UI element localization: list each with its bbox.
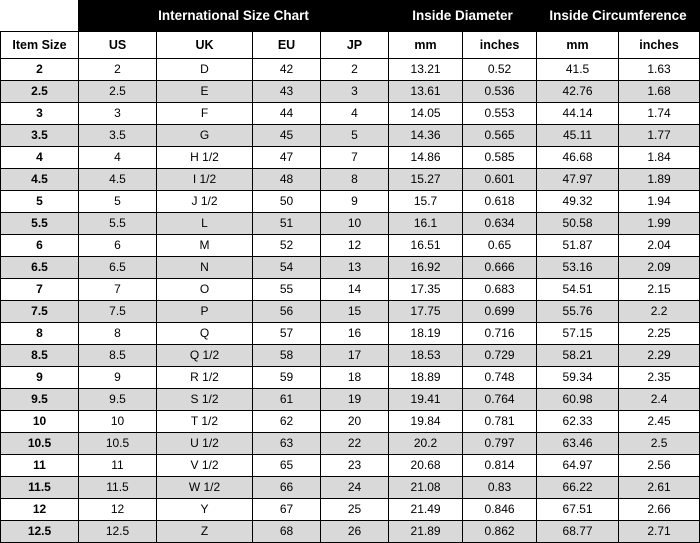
cell-item-size: 9 xyxy=(1,367,79,389)
cell-item-size: 2 xyxy=(1,59,79,81)
table-cell: 0.846 xyxy=(463,499,537,521)
table-cell: 6.5 xyxy=(79,257,157,279)
table-cell: H 1/2 xyxy=(157,147,253,169)
table-cell: 19.41 xyxy=(389,389,463,411)
table-cell: 19 xyxy=(321,389,389,411)
group-header-row xyxy=(1,1,700,32)
table-cell: 0.781 xyxy=(463,411,537,433)
table-cell: 41.5 xyxy=(537,59,619,81)
table-cell: 65 xyxy=(253,455,321,477)
table-cell: 16.1 xyxy=(389,213,463,235)
table-head xyxy=(1,1,700,59)
table-cell: 18.89 xyxy=(389,367,463,389)
table-row xyxy=(1,169,700,191)
table-cell: 2.56 xyxy=(619,455,700,477)
cell-item-size: 8 xyxy=(1,323,79,345)
table-cell: 19.84 xyxy=(389,411,463,433)
table-row xyxy=(1,257,700,279)
table-cell: 0.83 xyxy=(463,477,537,499)
cell-item-size: 7 xyxy=(1,279,79,301)
table-cell: 16 xyxy=(321,323,389,345)
table-cell: 21.08 xyxy=(389,477,463,499)
table-cell: 0.666 xyxy=(463,257,537,279)
column-header-us: US xyxy=(79,32,157,59)
table-cell: 64.97 xyxy=(537,455,619,477)
table-cell: 23 xyxy=(321,455,389,477)
table-cell: 0.585 xyxy=(463,147,537,169)
table-row xyxy=(1,59,700,81)
table-row xyxy=(1,477,700,499)
table-cell: 2 xyxy=(79,59,157,81)
table-cell: 9.5 xyxy=(79,389,157,411)
table-cell: 59 xyxy=(253,367,321,389)
table-cell: 0.65 xyxy=(463,235,537,257)
group-header-blank xyxy=(1,1,79,32)
table-cell: 0.797 xyxy=(463,433,537,455)
table-cell: 17.75 xyxy=(389,301,463,323)
table-cell: F xyxy=(157,103,253,125)
group-header-inside-diameter: Inside Diameter xyxy=(389,1,537,32)
table-cell: 2.04 xyxy=(619,235,700,257)
table-cell: 46.68 xyxy=(537,147,619,169)
cell-item-size: 8.5 xyxy=(1,345,79,367)
table-row xyxy=(1,367,700,389)
table-cell: 54.51 xyxy=(537,279,619,301)
table-cell: 4.5 xyxy=(79,169,157,191)
table-cell: 2.35 xyxy=(619,367,700,389)
cell-item-size: 11.5 xyxy=(1,477,79,499)
table-cell: Z xyxy=(157,521,253,543)
table-row xyxy=(1,455,700,477)
table-cell: Q 1/2 xyxy=(157,345,253,367)
table-cell: 0.862 xyxy=(463,521,537,543)
table-cell: S 1/2 xyxy=(157,389,253,411)
cell-item-size: 12.5 xyxy=(1,521,79,543)
table-cell: Q xyxy=(157,323,253,345)
table-cell: 13 xyxy=(321,257,389,279)
column-header-jp: JP xyxy=(321,32,389,59)
table-cell: 21.89 xyxy=(389,521,463,543)
table-row xyxy=(1,345,700,367)
table-cell: 21.49 xyxy=(389,499,463,521)
table-row xyxy=(1,521,700,543)
table-cell: 67 xyxy=(253,499,321,521)
cell-item-size: 5 xyxy=(1,191,79,213)
table-cell: 68 xyxy=(253,521,321,543)
table-cell: 14.05 xyxy=(389,103,463,125)
table-cell: 15 xyxy=(321,301,389,323)
column-header-diameter-mm: mm xyxy=(389,32,463,59)
table-cell: 10.5 xyxy=(79,433,157,455)
table-cell: 10 xyxy=(79,411,157,433)
table-cell: 68.77 xyxy=(537,521,619,543)
table-cell: 0.565 xyxy=(463,125,537,147)
table-row xyxy=(1,235,700,257)
cell-item-size: 10.5 xyxy=(1,433,79,455)
table-row xyxy=(1,147,700,169)
table-cell: 25 xyxy=(321,499,389,521)
table-cell: 57.15 xyxy=(537,323,619,345)
table-cell: 1.74 xyxy=(619,103,700,125)
table-cell: 16.92 xyxy=(389,257,463,279)
table-cell: 45 xyxy=(253,125,321,147)
table-cell: 4 xyxy=(321,103,389,125)
table-cell: 12.5 xyxy=(79,521,157,543)
table-cell: 53.16 xyxy=(537,257,619,279)
column-header-diameter-inches: inches xyxy=(463,32,537,59)
table-cell: 17 xyxy=(321,345,389,367)
table-cell: 0.634 xyxy=(463,213,537,235)
table-cell: 16.51 xyxy=(389,235,463,257)
table-cell: 63.46 xyxy=(537,433,619,455)
table-cell: E xyxy=(157,81,253,103)
group-header-inside-circumference: Inside Circumference xyxy=(537,1,700,32)
table-cell: 0.699 xyxy=(463,301,537,323)
table-row xyxy=(1,213,700,235)
table-cell: 57 xyxy=(253,323,321,345)
table-cell: 44 xyxy=(253,103,321,125)
table-cell: D xyxy=(157,59,253,81)
table-cell: 55 xyxy=(253,279,321,301)
table-cell: 15.7 xyxy=(389,191,463,213)
table-cell: 20.68 xyxy=(389,455,463,477)
table-cell: 14.86 xyxy=(389,147,463,169)
table-cell: 49.32 xyxy=(537,191,619,213)
table-cell: N xyxy=(157,257,253,279)
table-cell: T 1/2 xyxy=(157,411,253,433)
table-cell: 18 xyxy=(321,367,389,389)
table-cell: I 1/2 xyxy=(157,169,253,191)
table-cell: 1.89 xyxy=(619,169,700,191)
table-cell: 20.2 xyxy=(389,433,463,455)
table-cell: 0.553 xyxy=(463,103,537,125)
cell-item-size: 10 xyxy=(1,411,79,433)
table-cell: 48 xyxy=(253,169,321,191)
table-cell: 7 xyxy=(321,147,389,169)
table-cell: 66 xyxy=(253,477,321,499)
table-row xyxy=(1,411,700,433)
table-cell: 6 xyxy=(79,235,157,257)
cell-item-size: 4.5 xyxy=(1,169,79,191)
table-cell: 5.5 xyxy=(79,213,157,235)
table-cell: 2.25 xyxy=(619,323,700,345)
table-cell: 62 xyxy=(253,411,321,433)
table-cell: 2.5 xyxy=(79,81,157,103)
table-cell: 22 xyxy=(321,433,389,455)
table-cell: 58 xyxy=(253,345,321,367)
table-cell: 11 xyxy=(79,455,157,477)
table-cell: 44.14 xyxy=(537,103,619,125)
table-cell: 2.45 xyxy=(619,411,700,433)
table-row xyxy=(1,499,700,521)
table-cell: 8 xyxy=(79,323,157,345)
table-cell: 17.35 xyxy=(389,279,463,301)
column-header-circumference-inches: inches xyxy=(619,32,700,59)
table-cell: P xyxy=(157,301,253,323)
table-cell: 54 xyxy=(253,257,321,279)
table-row xyxy=(1,81,700,103)
table-cell: 47 xyxy=(253,147,321,169)
table-cell: 45.11 xyxy=(537,125,619,147)
table-cell: 7 xyxy=(79,279,157,301)
table-cell: 7.5 xyxy=(79,301,157,323)
table-cell: 2.09 xyxy=(619,257,700,279)
table-row xyxy=(1,279,700,301)
table-row xyxy=(1,433,700,455)
cell-item-size: 3 xyxy=(1,103,79,125)
cell-item-size: 12 xyxy=(1,499,79,521)
table-cell: 2.66 xyxy=(619,499,700,521)
table-cell: 0.601 xyxy=(463,169,537,191)
table-cell: 2.61 xyxy=(619,477,700,499)
table-cell: 47.97 xyxy=(537,169,619,191)
column-header-eu: EU xyxy=(253,32,321,59)
table-cell: 12 xyxy=(321,235,389,257)
table-cell: 18.19 xyxy=(389,323,463,345)
table-cell: 4 xyxy=(79,147,157,169)
cell-item-size: 7.5 xyxy=(1,301,79,323)
table-row xyxy=(1,389,700,411)
group-header-international: International Size Chart xyxy=(79,1,389,32)
column-header-row xyxy=(1,32,700,59)
table-cell: 9 xyxy=(79,367,157,389)
table-cell: 2.29 xyxy=(619,345,700,367)
table-cell: 8 xyxy=(321,169,389,191)
table-cell: R 1/2 xyxy=(157,367,253,389)
table-cell: 14 xyxy=(321,279,389,301)
table-cell: 0.748 xyxy=(463,367,537,389)
table-cell: U 1/2 xyxy=(157,433,253,455)
table-cell: 2.4 xyxy=(619,389,700,411)
cell-item-size: 2.5 xyxy=(1,81,79,103)
column-header-circumference-mm: mm xyxy=(537,32,619,59)
table-cell: 0.683 xyxy=(463,279,537,301)
table-cell: 1.94 xyxy=(619,191,700,213)
table-row xyxy=(1,125,700,147)
table-cell: 51.87 xyxy=(537,235,619,257)
table-cell: 42.76 xyxy=(537,81,619,103)
table-cell: 24 xyxy=(321,477,389,499)
column-header-item-size: Item Size xyxy=(1,32,79,59)
column-header-uk: UK xyxy=(157,32,253,59)
table-cell: 42 xyxy=(253,59,321,81)
table-cell: O xyxy=(157,279,253,301)
table-cell: 26 xyxy=(321,521,389,543)
cell-item-size: 6.5 xyxy=(1,257,79,279)
table-cell: 0.814 xyxy=(463,455,537,477)
table-cell: 13.21 xyxy=(389,59,463,81)
table-cell: 3.5 xyxy=(79,125,157,147)
table-cell: 58.21 xyxy=(537,345,619,367)
table-cell: 8.5 xyxy=(79,345,157,367)
table-cell: 50.58 xyxy=(537,213,619,235)
table-cell: V 1/2 xyxy=(157,455,253,477)
table-cell: 5 xyxy=(321,125,389,147)
table-cell: 9 xyxy=(321,191,389,213)
table-cell: 2.15 xyxy=(619,279,700,301)
table-cell: 13.61 xyxy=(389,81,463,103)
table-row xyxy=(1,323,700,345)
table-cell: 51 xyxy=(253,213,321,235)
table-cell: 62.33 xyxy=(537,411,619,433)
cell-item-size: 3.5 xyxy=(1,125,79,147)
table-cell: 55.76 xyxy=(537,301,619,323)
table-cell: 3 xyxy=(321,81,389,103)
table-cell: 1.77 xyxy=(619,125,700,147)
table-cell: 61 xyxy=(253,389,321,411)
table-cell: 14.36 xyxy=(389,125,463,147)
table-cell: 1.63 xyxy=(619,59,700,81)
table-cell: 43 xyxy=(253,81,321,103)
table-cell: 52 xyxy=(253,235,321,257)
table-cell: 0.729 xyxy=(463,345,537,367)
table-cell: 50 xyxy=(253,191,321,213)
table-cell: 20 xyxy=(321,411,389,433)
table-cell: 5 xyxy=(79,191,157,213)
table-cell: 10 xyxy=(321,213,389,235)
table-cell: 2.5 xyxy=(619,433,700,455)
cell-item-size: 5.5 xyxy=(1,213,79,235)
table-body xyxy=(1,59,700,543)
table-cell: 0.716 xyxy=(463,323,537,345)
table-cell: L xyxy=(157,213,253,235)
cell-item-size: 11 xyxy=(1,455,79,477)
table-cell: J 1/2 xyxy=(157,191,253,213)
table-row xyxy=(1,103,700,125)
table-cell: G xyxy=(157,125,253,147)
table-cell: W 1/2 xyxy=(157,477,253,499)
table-cell: 56 xyxy=(253,301,321,323)
table-row xyxy=(1,301,700,323)
table-cell: 63 xyxy=(253,433,321,455)
table-cell: 0.618 xyxy=(463,191,537,213)
table-cell: 60.98 xyxy=(537,389,619,411)
table-cell: 59.34 xyxy=(537,367,619,389)
cell-item-size: 6 xyxy=(1,235,79,257)
table-cell: M xyxy=(157,235,253,257)
table-cell: 2 xyxy=(321,59,389,81)
table-cell: 0.52 xyxy=(463,59,537,81)
table-cell: 2.71 xyxy=(619,521,700,543)
table-row xyxy=(1,191,700,213)
table-cell: 15.27 xyxy=(389,169,463,191)
table-cell: 18.53 xyxy=(389,345,463,367)
cell-item-size: 9.5 xyxy=(1,389,79,411)
table-cell: 1.99 xyxy=(619,213,700,235)
table-cell: Y xyxy=(157,499,253,521)
table-cell: 0.764 xyxy=(463,389,537,411)
table-cell: 1.84 xyxy=(619,147,700,169)
table-cell: 3 xyxy=(79,103,157,125)
table-cell: 67.51 xyxy=(537,499,619,521)
table-cell: 66.22 xyxy=(537,477,619,499)
cell-item-size: 4 xyxy=(1,147,79,169)
table-cell: 11.5 xyxy=(79,477,157,499)
table-cell: 0.536 xyxy=(463,81,537,103)
table-cell: 12 xyxy=(79,499,157,521)
table-cell: 2.2 xyxy=(619,301,700,323)
table-cell: 1.68 xyxy=(619,81,700,103)
